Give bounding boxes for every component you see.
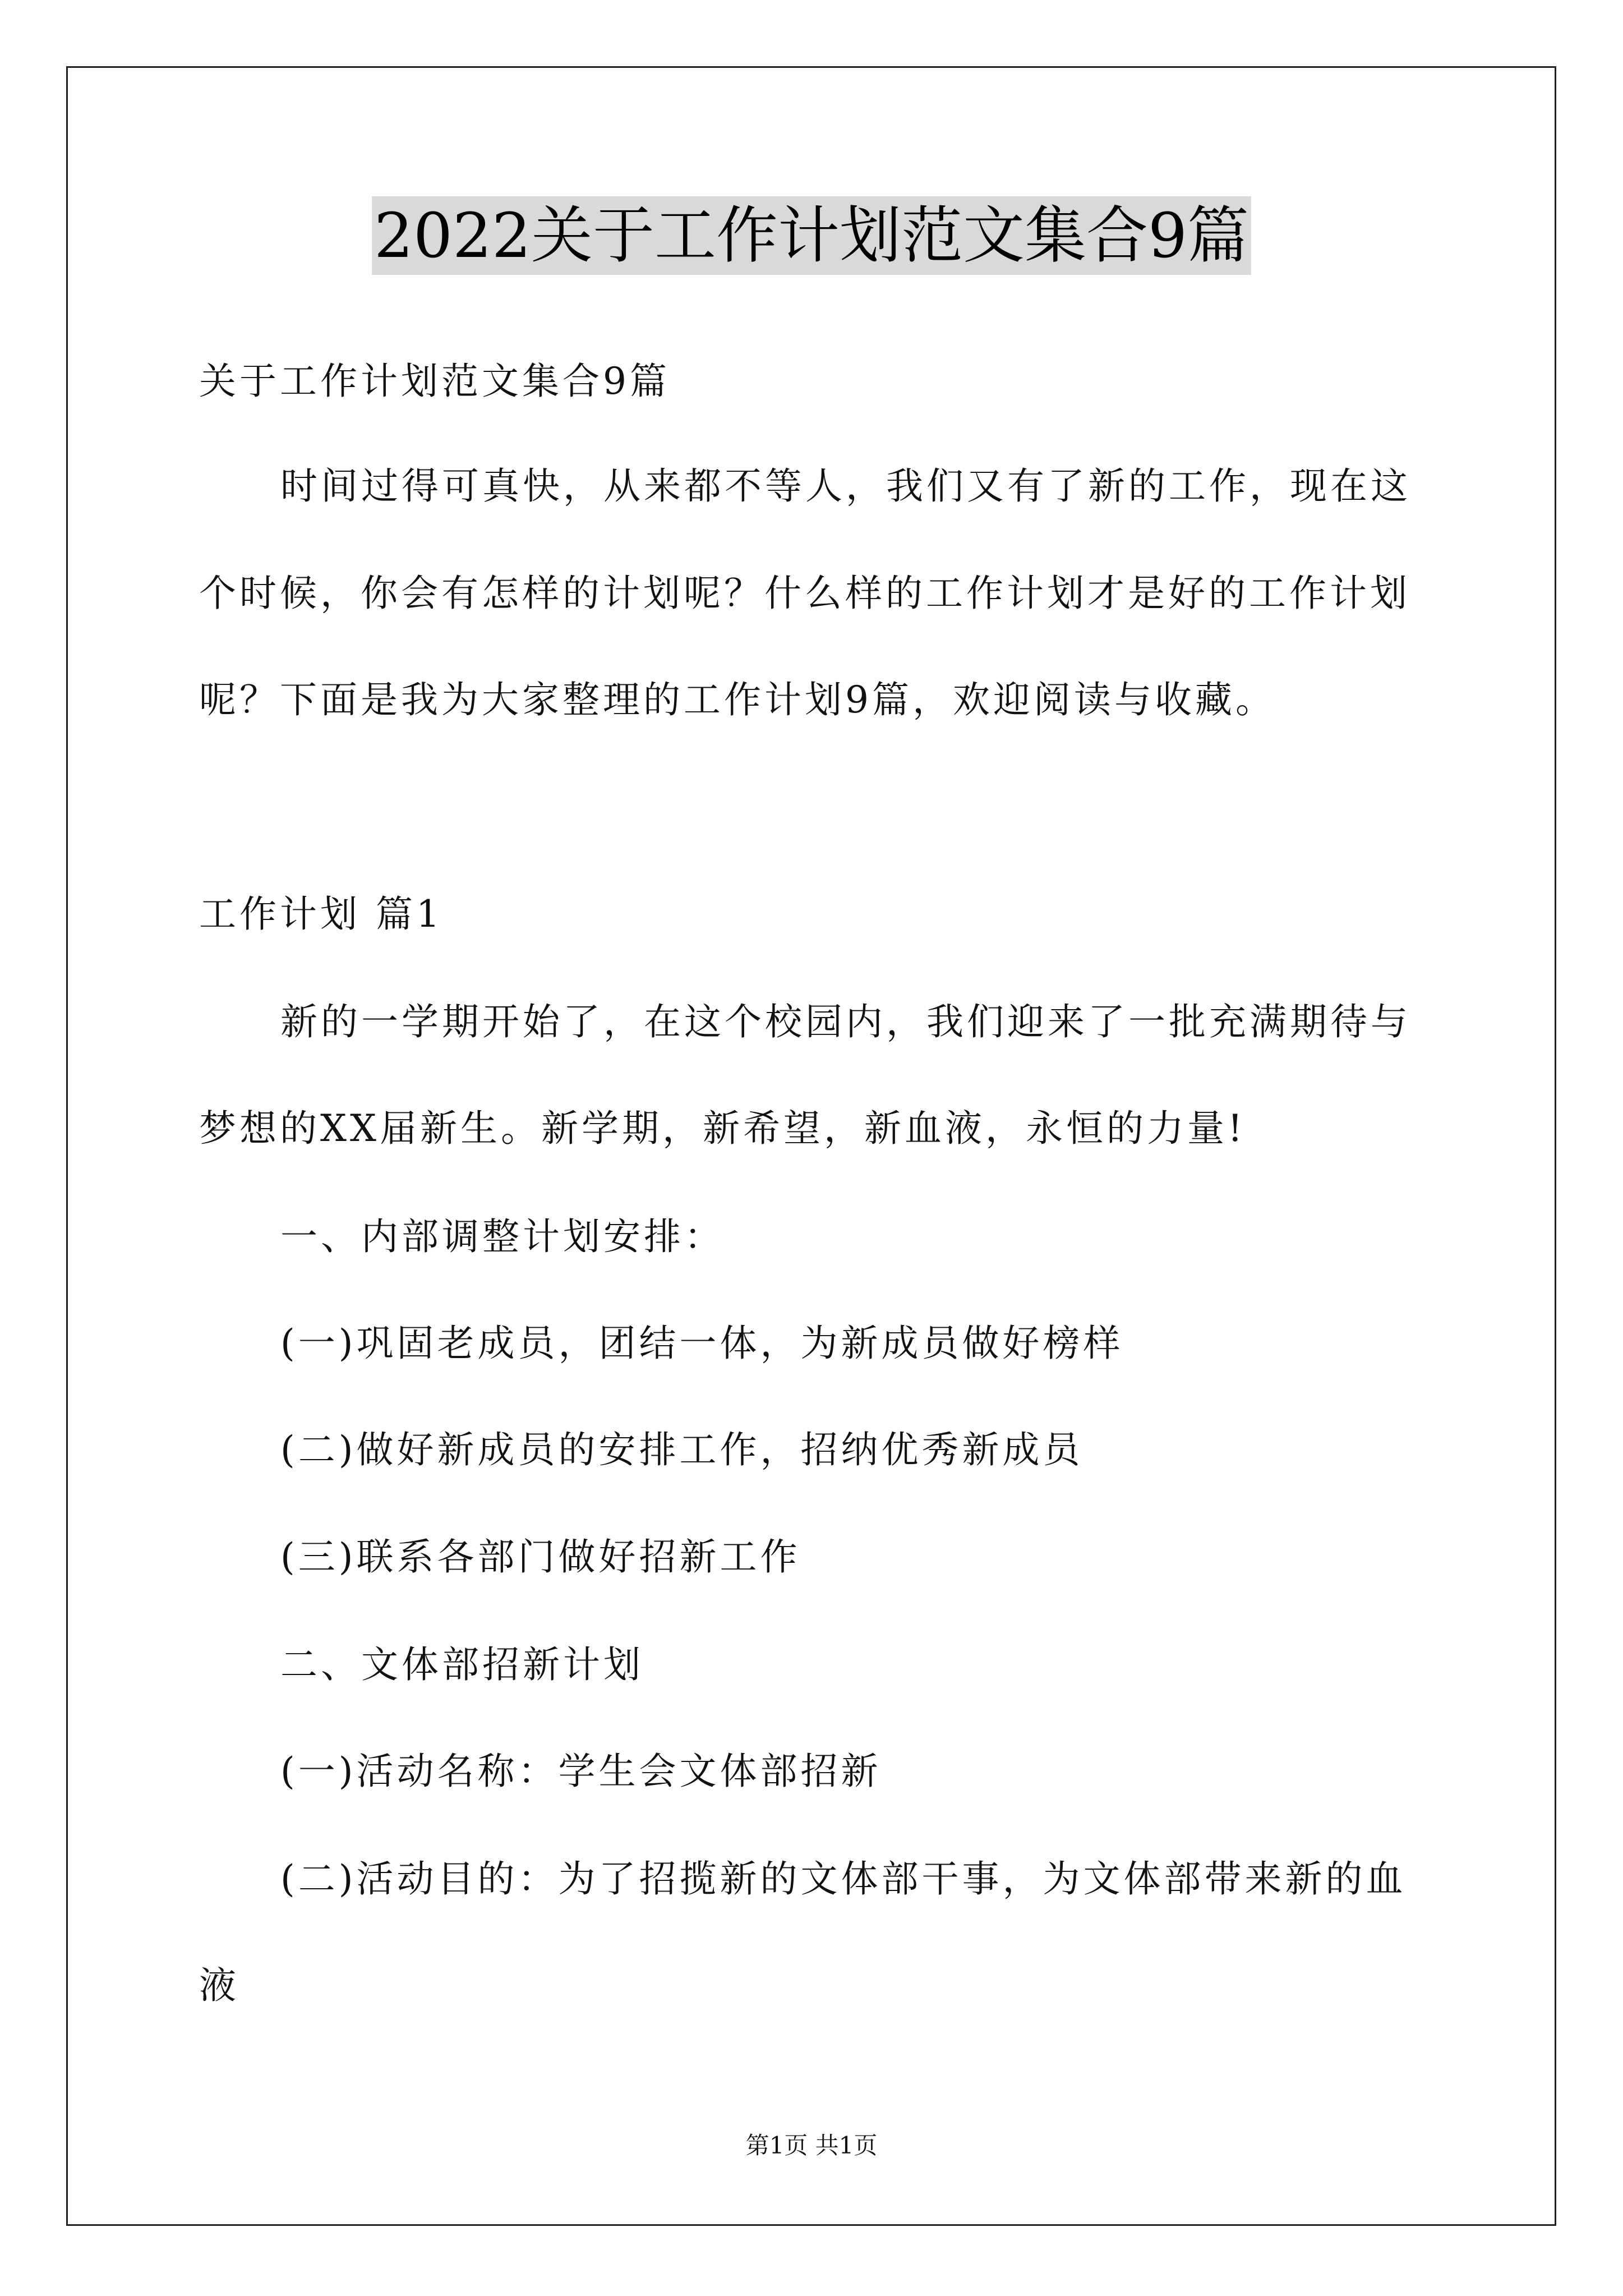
plan-item: (二)活动目的：为了招揽新的文体部干事，为文体部带来新的血 <box>280 1857 1407 1901</box>
paragraph-line: 梦想的XX届新生。新学期，新希望，新血液，永恒的力量! <box>199 1107 1246 1150</box>
title-container <box>0 196 1623 275</box>
plan-item: (一)活动名称：学生会文体部招新 <box>280 1750 882 1793</box>
document-subtitle: 关于工作计划范文集合9篇 <box>199 360 670 403</box>
section-heading: 工作计划 篇1 <box>199 892 443 936</box>
plan-item: (二)做好新成员的安排工作，招纳优秀新成员 <box>280 1428 1083 1471</box>
page-footer: 第1页 共1页 <box>745 2132 878 2159</box>
paragraph-line: 新的一学期开始了，在这个校园内，我们迎来了一批充满期待与 <box>280 1000 1411 1043</box>
plan-item: (三)联系各部门做好招新工作 <box>280 1535 801 1579</box>
plan-item: (一)巩固老成员，团结一体，为新成员做好榜样 <box>280 1322 1124 1365</box>
intro-line: 时间过得可真快，从来都不等人，我们又有了新的工作，现在这 <box>280 464 1411 508</box>
intro-line: 呢？下面是我为大家整理的工作计划9篇，欢迎阅读与收藏。 <box>199 678 1276 721</box>
paragraph-line: 液 <box>199 1964 239 2007</box>
plan-heading: 一、内部调整计划安排： <box>280 1215 725 1258</box>
document-title: 2022关于工作计划范文集合9篇 <box>372 196 1251 275</box>
intro-line: 个时候，你会有怎样的计划呢？什么样的工作计划才是好的工作计划 <box>199 572 1410 615</box>
plan-heading: 二、文体部招新计划 <box>280 1643 644 1686</box>
